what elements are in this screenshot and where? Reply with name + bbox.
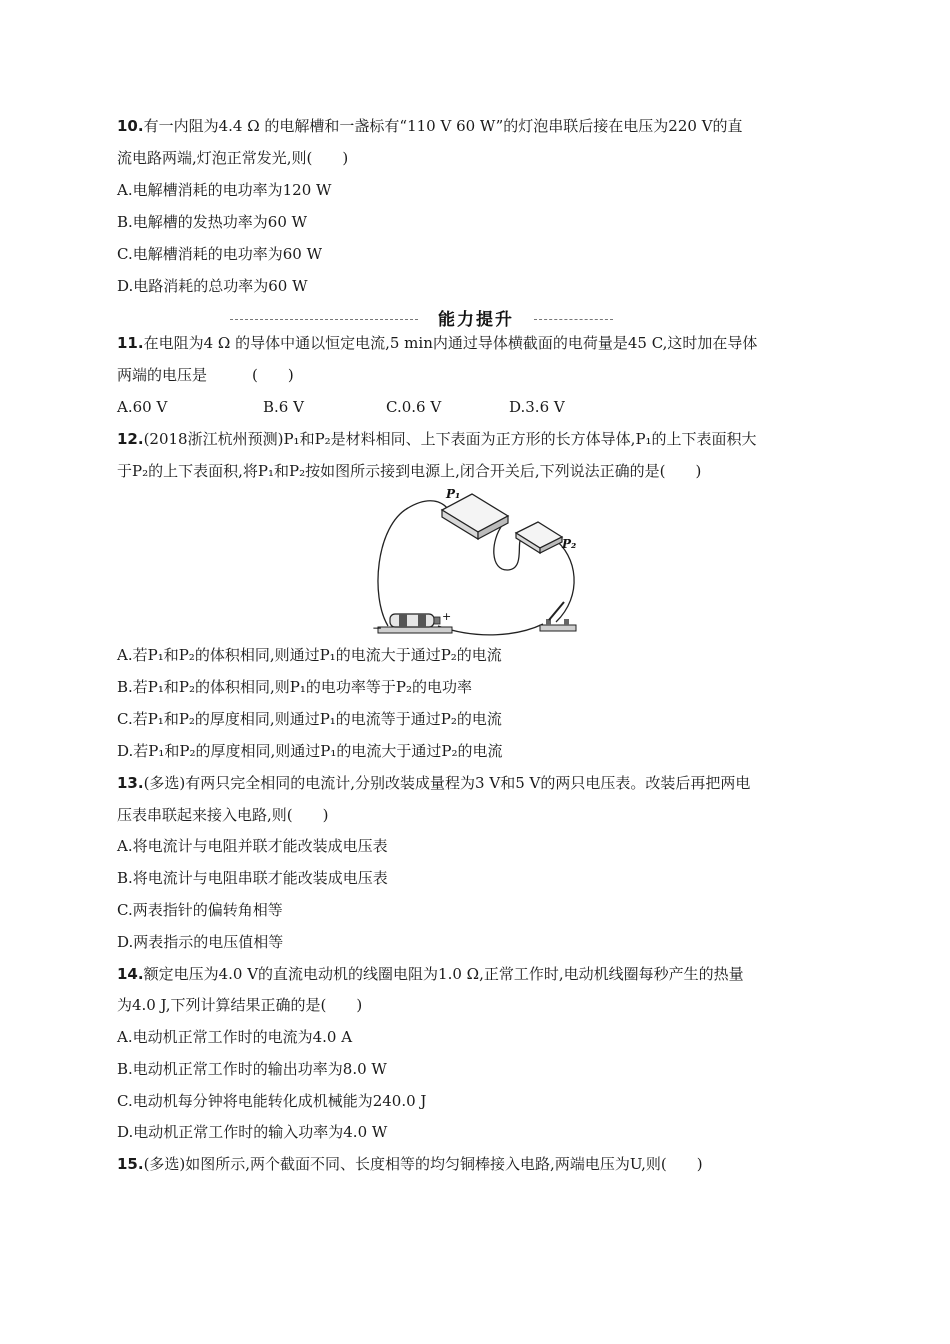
question-10-option-c[interactable]: C.电解槽消耗的电功率为60 W [117,245,322,263]
question-14-stem-2: 为4.0 J,下列计算结果正确的是( ) [117,996,363,1014]
question-10-option-b[interactable]: B.电解槽的发热功率为60 W [117,213,308,231]
question-14-line-1 [117,964,744,984]
label-p1: P₁ [446,487,461,501]
question-11-number: 11. [117,334,144,352]
question-15-line-1 [117,1154,703,1174]
question-10-stem-2: 流电路两端,灯泡正常发光,则( ) [117,149,349,167]
question-13-stem-1: (多选)有两只完全相同的电流计,分别改装成量程为3 V和5 V的两只电压表。改装后再把两电 [143,774,751,792]
circuit-figure [368,486,588,641]
switch-icon [540,602,576,631]
question-15-number: 15. [117,1155,144,1173]
question-10-option-a[interactable]: A.电解槽消耗的电功率为120 W [117,181,332,199]
conductor-p2 [516,522,562,553]
section-header [230,308,613,332]
question-11-line-1 [117,333,757,353]
question-12-option-b[interactable]: B.若P₁和P₂的体积相同,则P₁的电功率等于P₂的电功率 [117,678,472,696]
label-plus: + [442,610,452,623]
question-14-option-d[interactable]: D.电动机正常工作时的输入功率为4.0 W [117,1123,388,1141]
question-12-option-d[interactable]: D.若P₁和P₂的厚度相同,则通过P₁的电流大于通过P₂的电流 [117,742,503,760]
battery-icon [378,614,452,633]
question-14-option-b[interactable]: B.电动机正常工作时的输出功率为8.0 W [117,1060,387,1078]
section-divider-left [230,319,418,320]
question-12-stem-2: 于P₂的上下表面积,将P₁和P₂按如图所示接到电源上,闭合开关后,下列说法正确的是( ) [117,462,702,480]
question-10-line-1 [117,116,743,136]
section-divider-right [534,319,613,320]
question-13-option-a[interactable]: A.将电流计与电阻并联才能改装成电压表 [117,837,388,855]
question-12-line-1 [117,429,757,449]
question-13-number: 13. [117,774,144,792]
question-12-option-c[interactable]: C.若P₁和P₂的厚度相同,则通过P₁的电流等于通过P₂的电流 [117,710,502,728]
question-10-option-d[interactable]: D.电路消耗的总功率为60 W [117,277,308,295]
question-14-option-c[interactable]: C.电动机每分钟将电能转化成机械能为240.0 J [117,1092,427,1110]
question-12-number: 12. [117,430,144,448]
question-14-option-a[interactable]: A.电动机正常工作时的电流为4.0 A [117,1028,353,1046]
question-11-option-a[interactable]: A.60 V [117,398,168,416]
question-12-option-a[interactable]: A.若P₁和P₂的体积相同,则通过P₁的电流大于通过P₂的电流 [117,646,502,664]
question-11-option-d[interactable]: D.3.6 V [509,398,565,416]
wire-battery-to-p1 [378,501,450,626]
question-13-line-1 [117,773,750,793]
label-p2: P₂ [562,537,577,551]
question-14-number: 14. [117,965,144,983]
question-13-stem-2: 压表串联起来接入电路,则( ) [117,806,329,824]
question-13-option-b[interactable]: B.将电流计与电阻串联才能改装成电压表 [117,869,388,887]
question-15-stem-1: (多选)如图所示,两个截面不同、长度相等的均匀铜棒接入电路,两端电压为U,则( ) [143,1155,703,1173]
question-13-option-d[interactable]: D.两表指示的电压值相等 [117,933,284,951]
question-10-stem-1: 有一内阻为4.4 Ω 的电解槽和一盏标有“110 V 60 W”的灯泡串联后接在电压为220 V的直 [143,117,743,135]
circuit-diagram [368,486,588,641]
question-14-stem-1: 额定电压为4.0 V的直流电动机的线圈电阻为1.0 Ω,正常工作时,电动机线圈每秒产生的热量 [143,965,744,983]
question-11-stem-1: 在电阻为4 Ω 的导体中通以恒定电流,5 min内通过导体横截面的电荷量是45 C,这时加在导体 [143,334,758,352]
question-11-option-c[interactable]: C.0.6 V [386,398,442,416]
question-12-stem-1: (2018浙江杭州预测)P₁和P₂是材料相同、上下表面为正方形的长方体导体,P₁的上下表面积大 [143,430,757,448]
wire-battery-to-switch [438,624,543,635]
label-minus: − [372,621,383,635]
question-11-stem-2: 两端的电压是 ( ) [117,366,294,384]
question-11-option-b[interactable]: B.6 V [263,398,304,416]
question-13-option-c[interactable]: C.两表指针的偏转角相等 [117,901,283,919]
section-title: 能力提升 [438,310,514,330]
wire-p1-to-p2 [494,524,520,570]
question-10-number: 10. [117,117,144,135]
